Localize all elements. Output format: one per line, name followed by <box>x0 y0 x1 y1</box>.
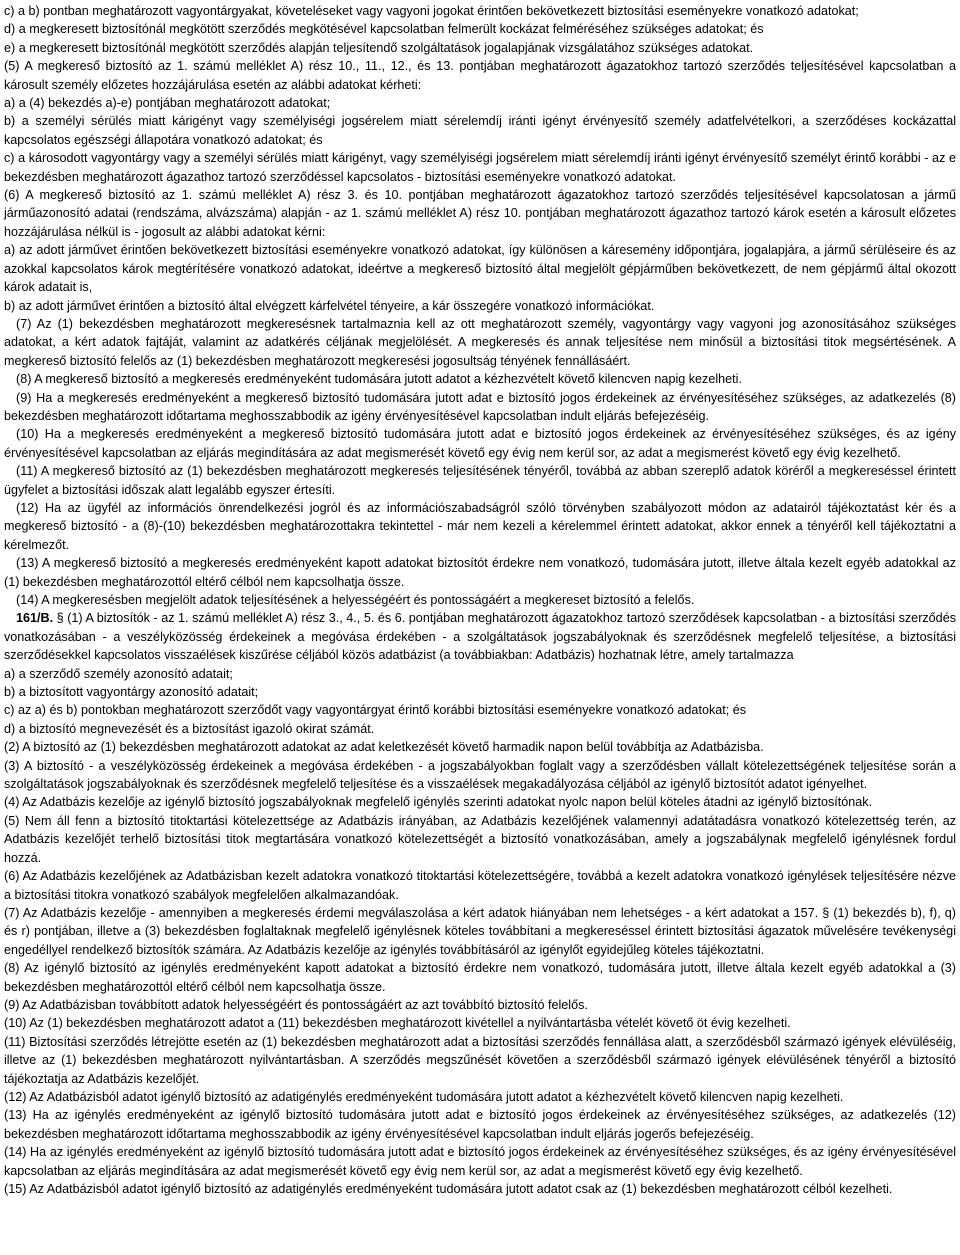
paragraph-text: (11) A megkereső biztosító az (1) bekezdésben meghatározott megkeresés teljesítésének tényéről, továbbá az abban szereplő adatok köréről a megkereséssel érintett ügyfelet a biztosítási időszak alatt legalább egyszer értesíti. <box>4 464 956 497</box>
paragraph-text: (8) A megkereső biztosító a megkeresés eredményeként tudomására jutott adatot a kézhezvételt követő kilencven napig kezelheti. <box>16 372 742 387</box>
paragraph-text: c) az a) és b) pontokban meghatározott szerződőt vagy vagyontárgyat érintő korábbi biztosítási eseményekre vonatkozó adatokat; és <box>4 703 747 718</box>
paragraph-text: (5) A megkereső biztosító az 1. számú melléklet A) rész 10., 11., 12., és 13. pontjában meghatározott ágazatokhoz tartozó szerződés teljesítésével kapcsolatban a károsult személy előzetes hozzájárulása esetén az alábbi adatokat kérheti: <box>4 59 956 92</box>
paragraph <box>4 683 956 701</box>
paragraph <box>4 39 956 57</box>
paragraph-text: (9) Ha a megkeresés eredményeként a megkereső biztosító tudomására jutott adat e biztosító jogos érdekeinek az érvényesítéséhez szükséges, az adatkezelés (8) bekezdésben meghatározott időtartama meghosszabbodik az igény érvényesítésével kapcsolatban indult eljárás befejezéséig. <box>4 390 956 423</box>
paragraph-text: (12) Ha az ügyfél az információs önrendelkezési jogról és az információszabadságról szóló törvényben szabályozott módon az adatairól tájékoztatást kér és a megkereső biztosító - a (8)-(10) bekezdésben meghatározottakra tekintettel - már nem kezeli a kérelemmel érintett adatokat, akkor ennek a tényéről kell tájékoztatni a kérelmezőt. <box>4 500 956 552</box>
paragraph-text: (9) Az Adatbázisban továbbított adatok helyességéért és pontosságáért az azt továbbító biztosító felelős. <box>4 997 588 1012</box>
paragraph <box>4 57 956 94</box>
paragraph <box>4 554 956 591</box>
paragraph <box>4 315 956 370</box>
paragraph <box>4 186 956 241</box>
paragraph-text: (13) A megkereső biztosító a megkeresés eredményeként kapott adatokat biztosítót érdekre nem vonatkozó, tudomására jutott, illetve általa kezelt egyéb adatokkal az (1) bekezdésben meghatározottól eltérő célból nem kapcsolhatja össze. <box>4 556 956 589</box>
section-number: 161/B. <box>16 611 54 626</box>
paragraph-text: d) a megkeresett biztosítónál megkötött szerződés megkötésével kapcsolatban felmerült kockázat felméréséhez szükséges adatokat; és <box>4 22 764 37</box>
paragraph <box>4 499 956 554</box>
paragraph-text: (6) Az Adatbázis kezelőjének az Adatbázisban kezelt adatokra vonatkozó titoktartási kötelezettségére, továbbá a kezelt adatokra vonatkozó igénylések teljesítésére nézve a biztosítási titokra vonatkozó szabályok megfelelően alkalmazandóak. <box>4 869 956 902</box>
paragraph-text: (5) Nem áll fenn a biztosító titoktartási kötelezettsége az Adatbázis irányában, az Adatbázis kezelőjének valamennyi adatátadásra vonatkozó kötelezettség terén, az Adatbázis kezelőjét terhelő biztosítási titok megtartására vonatkozó kötelezettségét a biztosító vonatkozásában, amely a jogszabálynak megfelelő igénylésnek fordul hozzá. <box>4 813 956 865</box>
paragraph-text: § (1) A biztosítók - az 1. számú melléklet A) rész 3., 4., 5. és 6. pontjában meghatározott ágazatokhoz tartozó szerződések kapcsolatban - a biztosítási szerződés vonatkozásában - a veszélyközösség érdekeinek a megóvása érdekében - a szolgáltatások jogszabályoknak és szerződésnek megfelelő teljesítése, a biztosítási szerződésekkel kapcsolatos visszaélések kiszűrése céljából közös adatbázist (a továbbiakban: Adatbázis) hozhatnak létre, amely tartalmazza <box>4 611 956 663</box>
paragraph-text: (10) Az (1) bekezdésben meghatározott adatot a (11) bekezdésben meghatározott kivétellel a nyilvántartásba vételét követő öt évig kezelheti. <box>4 1016 791 1031</box>
paragraph <box>4 996 956 1014</box>
paragraph-text: e) a megkeresett biztosítónál megkötött szerződés alapján teljesítendő szolgáltatások jogalapjának vizsgálatához szükséges adatokat. <box>4 40 754 55</box>
paragraph <box>4 1014 956 1032</box>
paragraph-text: b) az adott járművet érintően a biztosító által elvégzett kárfelvétel tényeire, a kár összegére vonatkozó információkat. <box>4 298 655 313</box>
paragraph <box>4 241 956 296</box>
paragraph-text: (8) Az igénylő biztosító az igénylés eredményeként kapott adatokat a biztosító érdekre nem vonatkozó, tudomására jutott, illetve általa kezelt egyéb adatokkal a (3) bekezdésben meghatározottól eltérő célból nem kapcsolhatja össze. <box>4 961 956 994</box>
paragraph <box>4 149 956 186</box>
paragraph <box>4 20 956 38</box>
paragraph-text: a) a szerződő személy azonosító adatait; <box>4 666 233 681</box>
paragraph-text: a) a (4) bekezdés a)-e) pontjában meghatározott adatokat; <box>4 96 331 111</box>
paragraph <box>4 94 956 112</box>
paragraph <box>4 793 956 811</box>
paragraph <box>4 370 956 388</box>
paragraph <box>4 1143 956 1180</box>
paragraph <box>4 867 956 904</box>
paragraph-text: b) a személyi sérülés miatt kárigényt vagy személyiségi jogsérelem miatt sérelemdíj iránti igényt érvényesítő személy adatfelvételkori, a szerződéses kockázattal kapcsolatos egészségi állapotára vonatkozó adatokat; és <box>4 114 956 147</box>
paragraph <box>4 425 956 462</box>
paragraph <box>4 112 956 149</box>
paragraph-text: d) a biztosító megnevezését és a biztosítást igazoló okirat számát. <box>4 721 375 736</box>
paragraph <box>4 959 956 996</box>
paragraph <box>4 297 956 315</box>
paragraph-text: (13) Ha az igénylés eredményeként az igénylő biztosító tudomására jutott adat e biztosító jogos érdekeinek az érvényesítéséhez szükséges, az adatkezelés (12) bekezdésben meghatározott időtartama meghosszabbodik az igény érvényesítésével kapcsolatban indult eljárás jogerős befejezéséig. <box>4 1108 956 1141</box>
paragraph-text: (11) Biztosítási szerződés létrejötte esetén az (1) bekezdésben meghatározott adat a biztosítási szerződés fennállása alatt, a szerződésből származó igények elévüléséig, illetve az (1) bekezdésben meghatározott nyilvántartásban. A szerződés megszűnését követően a szerződésből származó igények elévülésének tényéről a biztosító tájékoztatja az Adatbázis kezelőjét. <box>4 1034 956 1086</box>
paragraph <box>4 2 956 20</box>
paragraph-text: (3) A biztosító - a veszélyközösség érdekeinek a megóvása érdekében - a jogszabályokban foglalt vagy a szerződésben vállalt kötelezettségének teljesítése során a szolgáltatások jogszabályoknak és szerződésnek megfelelő teljesítése és a visszaélések megakadályozása céljából az igénylő biztosítót adatot igényelhet. <box>4 758 956 792</box>
paragraph-text: (7) Az (1) bekezdésben meghatározott megkeresésnek tartalmaznia kell az ott meghatározott személy, vagyontárgy vagy vagyoni jog azonosításához szükséges adatokat, a kért adatok fajtáját, valamint az adatkérés céljának megjelölését. A megkeresés és annak teljesítése nem minősül a biztosítási titok megsértésének. A megkereső biztosító felelős az (1) bekezdésben meghatározott megkeresési jogosultság tényének fennállásáért. <box>4 316 956 368</box>
paragraph <box>4 1088 956 1106</box>
paragraph <box>4 904 956 959</box>
paragraph <box>4 665 956 683</box>
paragraph <box>4 738 956 756</box>
paragraph <box>4 720 956 738</box>
paragraph <box>4 812 956 867</box>
paragraph <box>4 1180 956 1198</box>
paragraph <box>4 701 956 719</box>
paragraph <box>4 389 956 426</box>
paragraph-text: (12) Az Adatbázisból adatot igénylő biztosító az adatigénylés eredményeként tudomására jutott adatot a kézhezvételt követő kilencven napig kezelheti. <box>4 1089 844 1104</box>
paragraph-text: b) a biztosított vagyontárgy azonosító adatait; <box>4 685 259 700</box>
paragraph <box>4 462 956 499</box>
paragraph-text: c) a b) pontban meghatározott vagyontárgyakat, követeléseket vagy vagyoni jogokat érintően bekövetkezett biztosítási eseményekre vonatkozó adatokat; <box>4 4 859 18</box>
paragraph-text: (6) A megkereső biztosító az 1. számú melléklet A) rész 3. és 10. pontjában meghatározott ágazatokhoz tartozó szerződés teljesítésével kapcsolatosan a jármű járműazonosító adatai (rendszáma, alvázszáma) alapján - az 1. számú melléklet A) rész 10. pontjában meghatározott ágazathoz tartozó károk esetén a károsult előzetes hozzájárulása nélkül is - jogosult az alábbi adatokat kérni: <box>4 188 956 239</box>
paragraph-text: a) az adott járművet érintően bekövetkezett biztosítási eseményekre vonatkozó adatokat, így különösen a káresemény időpontjára, jogalapjára, a jármű sérüléseire és az azokkal kapcsolatos károk megtérítésére vonatkozó adatokat, ideértve a megkereső biztosító által megjelölt gépjárműben bekövetkezett, de nem gépjármű által okozott károk adatait is, <box>4 243 956 295</box>
paragraph-text: (10) Ha a megkeresés eredményeként a megkereső biztosító tudomására jutott adat e biztosító jogos érdekeinek az érvényesítéséhez szükséges, és az igény érvényesítésével kapcsolatban az eljárás megindítására az adat megismerését követő egy évig nem kerül sor, az adat a megismerést követő egy évig kezelhető. <box>4 427 956 460</box>
paragraph-text: (14) Ha az igénylés eredményeként az igénylő biztosító tudomására jutott adat e biztosító jogos érdekeinek az érvényesítéséhez szükséges, és az igény érvényesítésével kapcsolatban az eljárás megindítására az adat megismerését követő egy évig nem kerül sor, az adat a megismerést követő egy évig kezelhető. <box>4 1145 956 1178</box>
paragraph <box>4 591 956 609</box>
paragraph-text: (14) A megkeresésben megjelölt adatok teljesítésének a helyességéért és pontosságáért a megkereset biztosító a felelős. <box>16 593 695 607</box>
paragraph-text: c) a károsodott vagyontárgy vagy a személyi sérülés miatt kárigényt, vagy személyiségi jogsérelem miatt sérelemdíj iránti igényt érvényesítő személyt érintő korábbi - az e bekezdésben meghatározott ágazathoz tartozó szerződéssel kapcsolatos - biztosítási eseményekre vonatkozó adatokat. <box>4 151 956 184</box>
paragraph <box>4 757 956 794</box>
paragraph <box>4 609 956 664</box>
paragraph <box>4 1033 956 1088</box>
paragraph-text: (4) Az Adatbázis kezelője az igénylő biztosító jogszabályoknak megfelelő igénylés szerinti adatokat nyolc napon belül köteles átadni az igénylő biztosítónak. <box>4 795 873 810</box>
paragraph <box>4 1106 956 1143</box>
paragraph-text: (2) A biztosító az (1) bekezdésben meghatározott adatokat az adat keletkezését követő harmadik napon belül továbbítja az Adatbázisba. <box>4 740 764 755</box>
paragraph-text: (7) Az Adatbázis kezelője - amennyiben a megkeresés érdemi megválaszolása a kért adatok hiányában nem lehetséges - a kért adatokat a 157. § (1) bekezdés b), f), q) és r) pontjában, illetve a (3) bekezdésben foglaltaknak megfelelő igénylésnek köteles továbbítani a megkereséssel érintett biztosítási ágazatok művelésére tevékenységi engedéllyel rendelkező biztosítók számára. Az Adatbázis kezelője az igénylés továbbításáról az igénylőt egyidejűleg köteles tájékoztatni. <box>4 905 956 957</box>
paragraph-text: (15) Az Adatbázisból adatot igénylő biztosító az adatigénylés eredményeként tudomására jutott adatot csak az (1) bekezdésben meghatározott célból kezelheti. <box>4 1182 893 1196</box>
